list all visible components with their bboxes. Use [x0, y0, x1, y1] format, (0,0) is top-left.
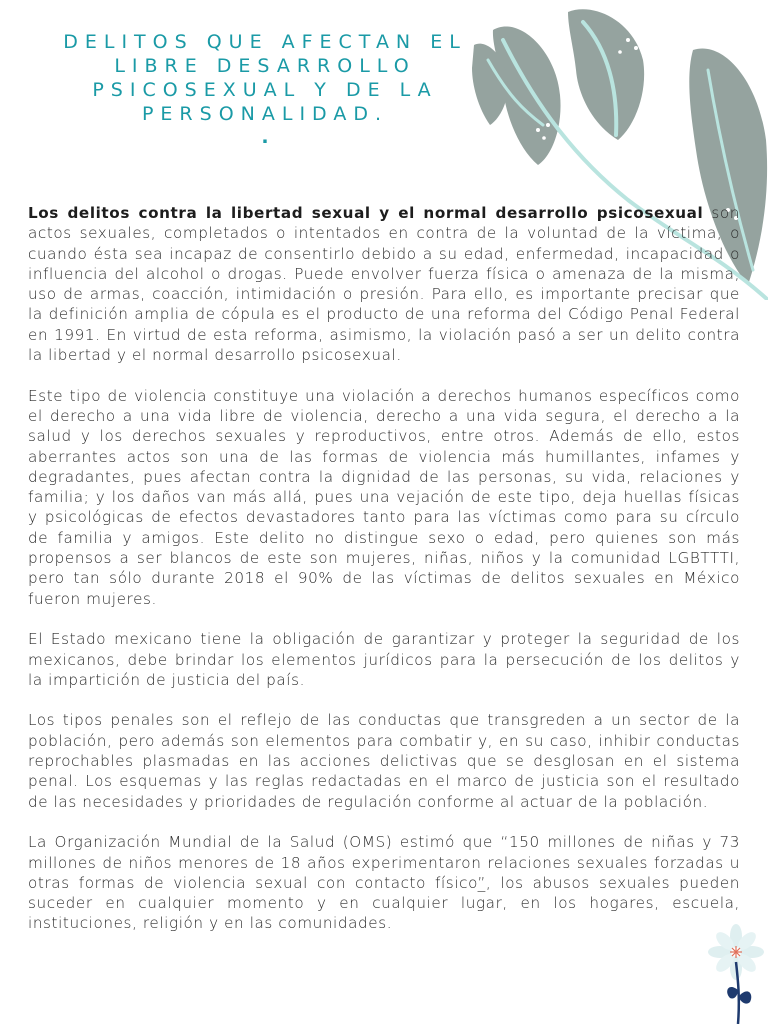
paragraph-text: La Organización Mundial de la Salud (OMS) estimó que “150 millones de niñas y 73 millones de niños menores de 18 años experimentaron relaciones sexuales forzadas u otras formas de violencia sexual con contacto físico”̲, los abusos sexuales pueden suceder en cualquier momento y en cualquier lugar, en los hogares, escuela, instituciones, religión y en las comunidades. [28, 833, 740, 933]
title-line: PSICOSEXUAL Y DE LA [92, 79, 438, 101]
flower-decoration-icon [700, 920, 768, 1024]
paragraph [28, 203, 740, 365]
paragraph [28, 629, 740, 690]
paragraph [28, 386, 740, 609]
page-title [20, 30, 510, 148]
title-dot: . [261, 126, 269, 148]
paragraph-text: El Estado mexicano tiene la obligación de garantizar y proteger la seguridad de los mexicanos, debe brindar los elementos jurídicos para la persecución de los delitos y la impartición de justicia del país. [28, 630, 740, 689]
article-body [28, 203, 740, 954]
title-line: LIBRE DESARROLLO [114, 55, 416, 77]
paragraph [28, 710, 740, 811]
paragraph-lead: Los delitos contra la libertad sexual y el normal desarrollo psicosexual [28, 204, 704, 222]
paragraph-text: Este tipo de violencia constituye una violación a derechos humanos específicos como el derecho a una vida libre de violencia, derecho a una vida segura, el derecho a la salud y los derechos sexuales y reproductivos, entre otros. Además de ello, estos aberrantes actos son una de las formas de violencia más humillantes, infames y degradantes, pues afectan contra la dignidad de las personas, su vida, relaciones y familia; y los daños van más allá, pues una vejación de este tipo, deja huellas físicas y psicológicas de efectos devastadores tanto para las víctimas como para su círculo de familia y amigos. Este delito no distingue sexo o edad, pero quienes son más propensos a ser blancos de este son mujeres, niñas, niños y la comunidad LGBTTTI, pero tan sólo durante 2018 el 90% de las víctimas de delitos sexuales en México fueron mujeres. [28, 386, 740, 608]
paragraph-text: son actos sexuales, completados o intentados en contra de la voluntad de la víctima, o cuando ésta sea incapaz de consentirlo debido a su edad, enfermedad, incapacidad o influencia del alcohol o drogas. Puede envolver fuerza física o amenaza de la misma, uso de armas, coacción, intimidación o presión. Para ello, es importante precisar que la definición amplia de cópula es el producto de una reforma del Código Penal Federal en 1991. En virtud de esta reforma, asimismo, la violación pasó a ser un delito contra la libertad y el normal desarrollo psicosexual. [28, 204, 740, 365]
paragraph [28, 832, 740, 933]
title-line: DELITOS QUE AFECTAN EL [63, 31, 467, 53]
title-line: PERSONALIDAD. [141, 103, 389, 125]
paragraph-text: Los tipos penales son el reflejo de las conductas que transgreden a un sector de la población, pero además son elementos para combatir y, en su caso, inhibir conductas reprochables plasmadas en las acciones delictivas que se desglosan en el sistema penal. Los esquemas y las reglas redactadas en el marco de justicia son el resultado de las necesidades y prioridades de regulación conforme al actuar de la población. [28, 711, 740, 811]
